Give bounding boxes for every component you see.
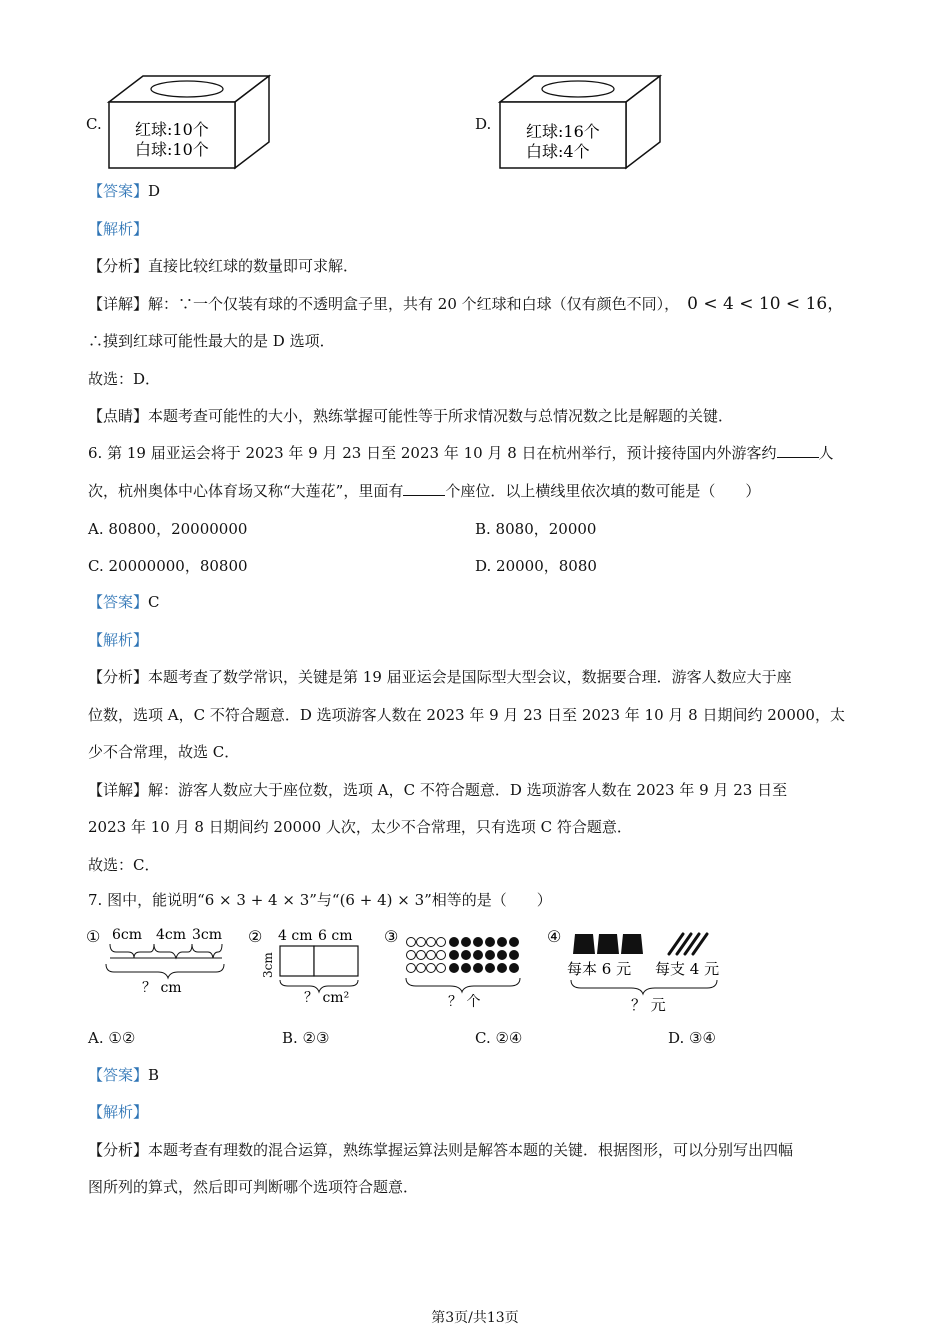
q7-figure-2 xyxy=(246,922,366,1004)
q6-option-d[interactable]: D. 20000，8080 xyxy=(475,557,597,575)
q7-option-a[interactable]: A. ①② xyxy=(88,1029,136,1047)
q7-figure-1 xyxy=(84,922,234,998)
q7-fenxi-1: 【分析】本题考查有理数的混合运算，熟练掌握运算法则是解答本题的关键．根据图形，可以分别写出四幅 xyxy=(88,1141,794,1159)
fig3-number: ③ xyxy=(384,927,399,946)
fig1-seg2: 4cm xyxy=(156,927,187,943)
q6-stem-line2: 次，杭州奥体中心体育场又称“大莲花”，里面有 个座位．以上横线里依次填的数可能是（ ） xyxy=(88,482,761,500)
box-d-white-count: 白球:4个 xyxy=(526,142,590,161)
fig4-number: ④ xyxy=(547,927,562,946)
q6-fenxi-3: 少不合常理，故选 C． xyxy=(88,743,240,761)
box-d-red-count: 红球:16个 xyxy=(526,122,600,141)
q5-xiangjie: 【详解】解：∵一个仅装有球的不透明盒子里，共有 20 个红球和白球（仅有颜色不同）， 0 < 4 < 10 < 16， xyxy=(88,294,845,314)
option-d-label: D. xyxy=(475,115,492,133)
q7-figure-4 xyxy=(545,922,740,1016)
q7-stem: 7. 图中，能说明“6 × 3 + 4 × 3”与“(6 + 4) × 3”相等的是（ ） xyxy=(88,891,552,909)
q5-answer: 【答案】D xyxy=(88,182,161,200)
fig2-question: ？ cm² xyxy=(304,990,350,1004)
q6-option-c[interactable]: C. 20000000，80800 xyxy=(88,557,248,575)
fig1-number: ① xyxy=(86,927,101,946)
q6-blank-2 xyxy=(403,481,445,496)
q6-stem-line1: 6. 第 19 届亚运会将于 2023 年 9 月 23 日至 2023 年 10 月 8 日在杭州举行，预计接待国内外游客约 人 xyxy=(88,444,834,462)
q6-fenxi-2: 位数，选项 A，C 不符合题意．D 选项游客人数在 2023 年 9 月 23 日至 2023 年 10 月 8 日期间约 20000，太 xyxy=(88,706,845,724)
q5-dianjing: 【点睛】本题考查可能性的大小，熟练掌握可能性等于所求情况数与总情况数之比是解题的关键． xyxy=(88,407,734,425)
fig3-question: ？ 个 xyxy=(448,994,481,1010)
box-figure-c xyxy=(105,72,275,172)
fig2-height: 3cm xyxy=(261,952,275,978)
q7-answer: 【答案】B xyxy=(88,1066,160,1084)
fig4-question: ？ 元 xyxy=(631,996,666,1014)
q5-conclusion: ∴摸到红球可能性最大的是 D 选项． xyxy=(88,332,335,350)
q6-fenxi-1: 【分析】本题考查了数学常识，关键是第 19 届亚运会是国际型大型会议，数据要合理．游客人数应大于座 xyxy=(88,668,792,686)
q5-jiexi: 【解析】 xyxy=(88,220,149,238)
q7-jiexi: 【解析】 xyxy=(88,1103,149,1121)
option-c-label: C. xyxy=(86,115,102,133)
q7-option-b[interactable]: B. ②③ xyxy=(282,1029,330,1047)
fig4-pen-price: 每支 4 元 xyxy=(655,960,720,978)
fig4-book-price: 每本 6 元 xyxy=(567,960,632,978)
q7-fenxi-2: 图所列的算式，然后即可判断哪个选项符合题意． xyxy=(88,1178,419,1196)
fig2-width-1: 4 cm xyxy=(278,928,313,944)
page-footer: 第3页/共13页 xyxy=(431,1310,519,1326)
q6-jiexi: 【解析】 xyxy=(88,631,149,649)
fig2-width-2: 6 cm xyxy=(318,928,353,944)
q5-inequality: 0 < 4 < 10 < 16， xyxy=(687,294,845,314)
box-figure-d xyxy=(496,72,666,172)
q5-fenxi: 【分析】直接比较红球的数量即可求解． xyxy=(88,257,359,275)
box-c-white-count: 白球:10个 xyxy=(135,140,209,159)
fig1-seg3: 3cm xyxy=(192,927,223,943)
q6-xiangjie-2: 2023 年 10 月 8 日期间约 20000 人次，太少不合常理，只有选项 C 符合题意． xyxy=(88,818,632,836)
q7-option-c[interactable]: C. ②④ xyxy=(475,1029,523,1047)
q6-option-b[interactable]: B. 8080，20000 xyxy=(475,520,597,538)
q6-option-a[interactable]: A. 80800，20000000 xyxy=(88,520,248,538)
q6-xiangjie-1: 【详解】解：游客人数应大于座位数，选项 A，C 不符合题意．D 选项游客人数在 2023 年 9 月 23 日至 xyxy=(88,781,788,799)
q6-guxuan: 故选：C． xyxy=(88,856,160,874)
fig1-seg1: 6cm xyxy=(112,927,143,943)
fig1-question: ？ cm xyxy=(142,980,182,996)
fig2-number: ② xyxy=(248,927,263,946)
q6-blank-1 xyxy=(777,443,819,458)
q5-guxuan: 故选：D． xyxy=(88,370,161,388)
box-c-red-count: 红球:10个 xyxy=(135,120,209,139)
q7-option-d[interactable]: D. ③④ xyxy=(668,1029,716,1047)
q6-answer: 【答案】C xyxy=(88,593,160,611)
q7-figure-3 xyxy=(382,922,532,1014)
